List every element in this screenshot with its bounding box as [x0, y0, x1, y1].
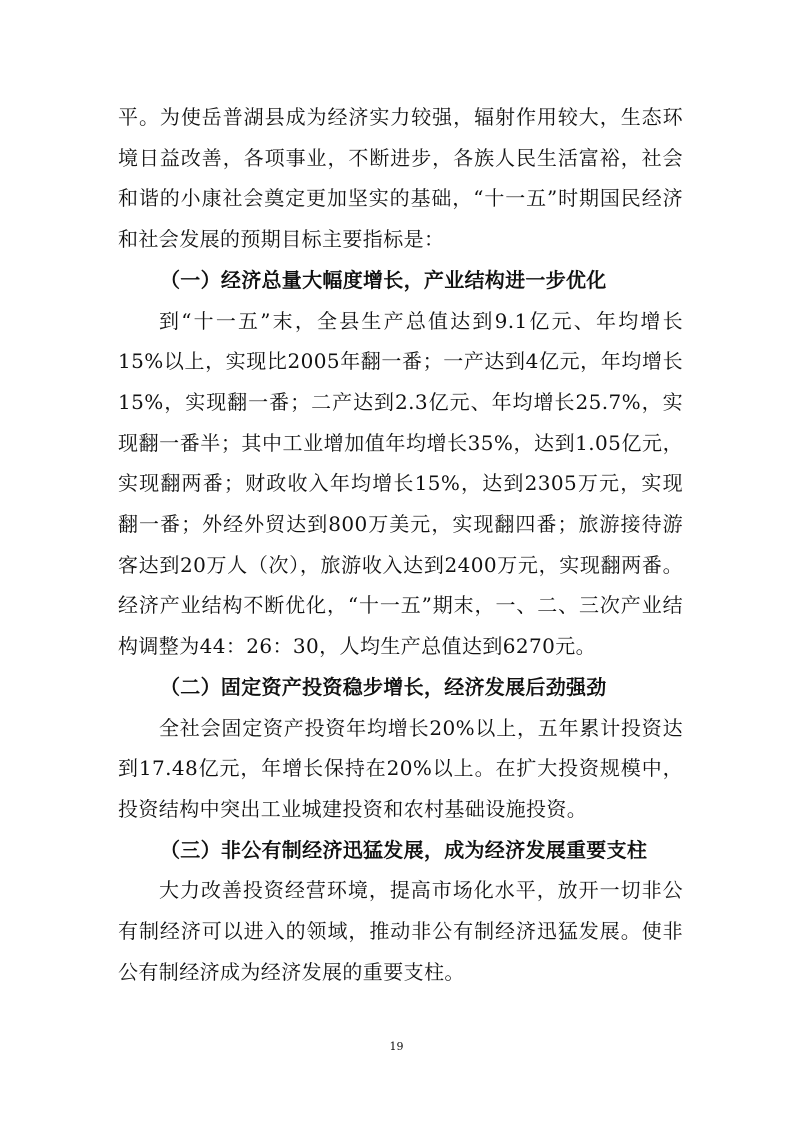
body-paragraph: 到“十一五”末，全县生产总值达到9.1亿元、年均增长15%以上，实现比2005年翻一番；一产达到4亿元，年均增长15%，实现翻一番；二产达到2.3亿元、年均增长25.7%，实现翻一番半；其中工业增加值年均增长35%，达到1.05亿元，实现翻两番；财政收入年均增长15%，达到2305万元，实现翻一番；外经外贸达到800万美元，实现翻四番；旅游接待游客达到20万人（次），旅游收入达到2400万元，实现翻两番。经济产业结构不断优化，“十一五”期末，一、二、三次产业结构调整为44：26：30，人均生产总值达到6270元。: [118, 308, 683, 659]
section-heading: （二）固定资产投资稳步增长，经济发展后劲强劲: [160, 674, 607, 699]
page-number: 19: [389, 1040, 404, 1053]
body-paragraph: 全社会固定资产投资年均增长20%以上，五年累计投资达到17.48亿元，年增长保持在20%以上。在扩大投资规模中，投资结构中突出工业城建投资和农村基础设施投资。: [118, 715, 683, 821]
section-heading: （一）经济总量大幅度增长，产业结构进一步优化: [160, 267, 607, 292]
section-heading: （三）非公有制经济迅猛发展，成为经济发展重要支柱: [160, 837, 648, 862]
body-paragraph: 平。为使岳普湖县成为经济实力较强，辐射作用较大，生态环境日益改善，各项事业，不断进步，各族人民生活富裕，社会和谐的小康社会奠定更加坚实的基础，“十一五”时期国民经济和社会发展的预期目标主要指标是：: [118, 105, 683, 252]
body-paragraph: 大力改善投资经营环境，提高市场化水平，放开一切非公有制经济可以进入的领域，推动非公有制经济迅猛发展。使非公有制经济成为经济发展的重要支柱。: [118, 878, 683, 984]
document-body: [118, 97, 683, 992]
